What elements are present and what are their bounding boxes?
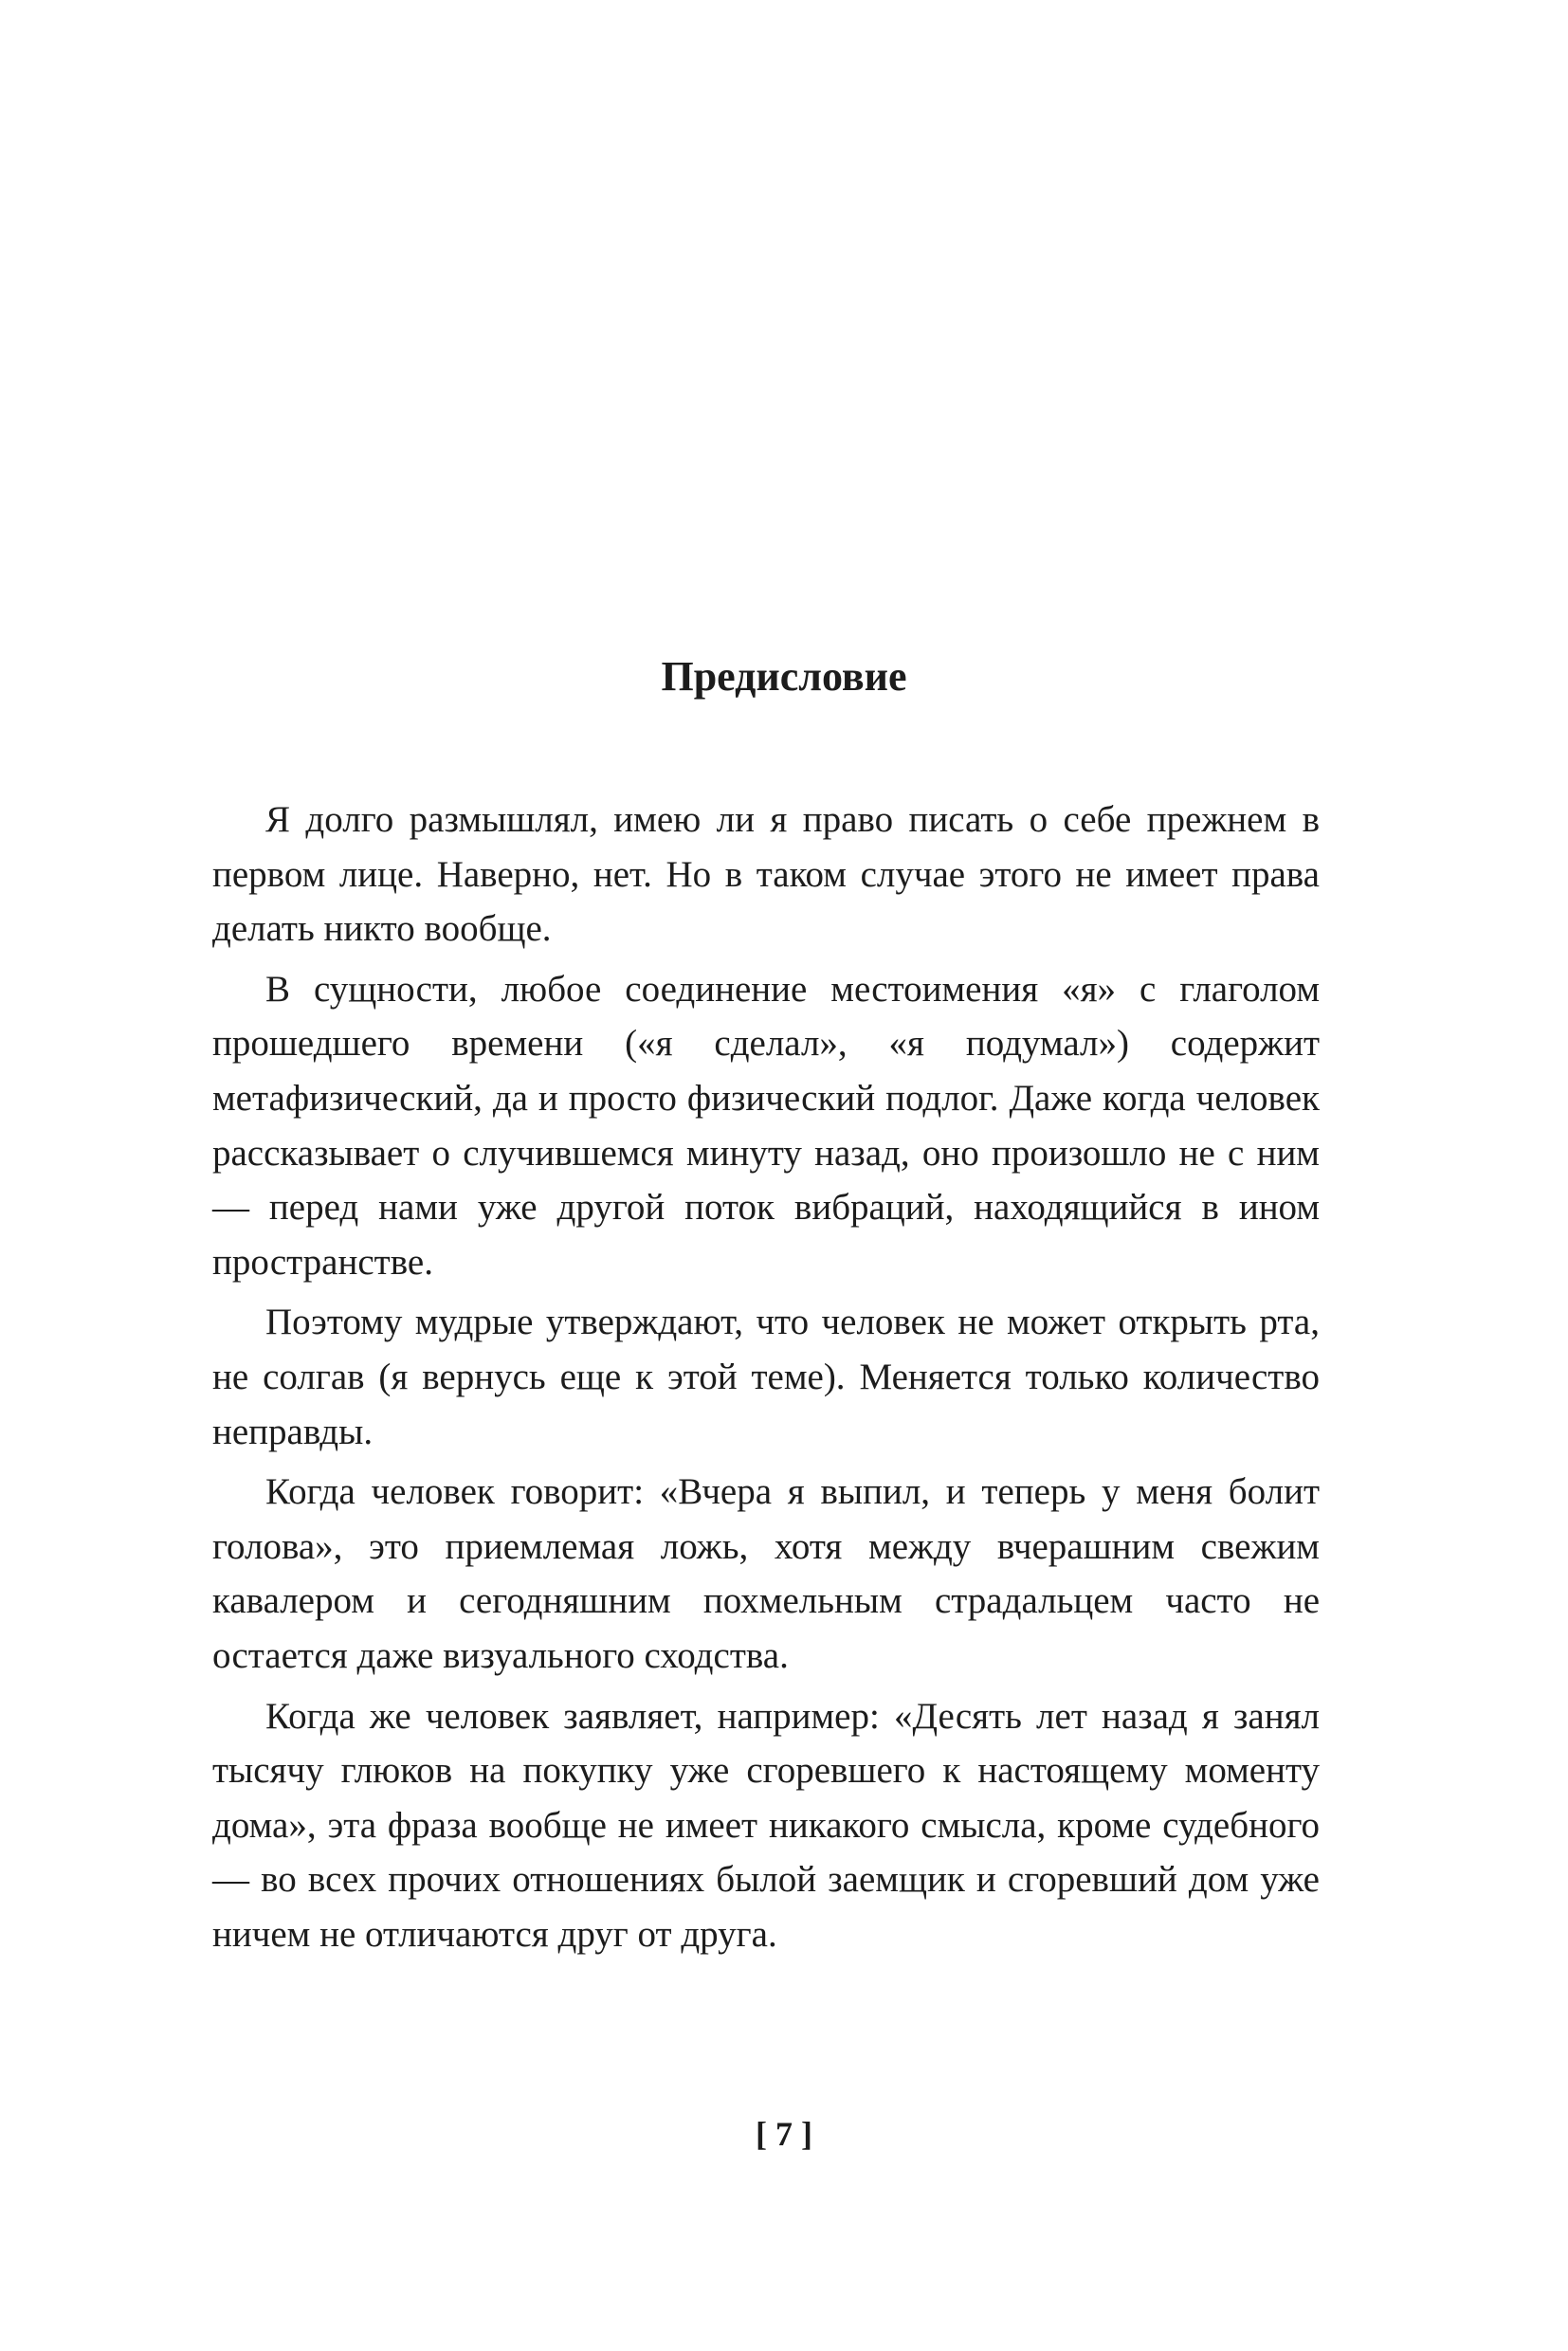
paragraph-1: Я долго размышлял, имею ли я право писать о себе прежнем в первом лице. Наверно, нет. Но в таком случае этого не имеет права делать никто вообще. <box>212 799 1320 950</box>
chapter-title: Предисловие <box>661 653 907 700</box>
paragraph-2: В сущности, любое соединение местоимения «я» с глаголом прошедшего времени («я сделал», «я подумал») содержит метафизический, да и просто физический подлог. Даже когда человек рассказывает о случившемся минуту назад, оно произошло не с ним — перед нами уже другой поток вибраций, находящийся в ином пространстве. <box>212 968 1320 1283</box>
paragraph-3: Поэтому мудрые утверждают, что человек не может открыть рта, не солгав (я вернусь еще к этой теме). Меняется только количество неправды. <box>212 1302 1320 1452</box>
paragraph-4: Когда человек говорит: «Вчера я выпил, и теперь у меня болит голова», это приемлемая ложь, хотя между вчерашним свежим кавалером и сегодняшним похмельным страдальцем часто не остается даже визуального сходства. <box>212 1471 1320 1676</box>
page-number: [ 7 ] <box>756 2115 812 2153</box>
paragraph-5: Когда же человек заявляет, например: «Десять лет назад я занял тысячу глюков на покупку уже сгоревшего к настоящему моменту дома», эта фраза вообще не имеет никакого смысла, кроме судебного — во всех прочих отношениях былой заемщик и сгоревший дом уже ничем не отличаются друг от друга. <box>212 1695 1320 1955</box>
body-text <box>212 793 1320 1967</box>
